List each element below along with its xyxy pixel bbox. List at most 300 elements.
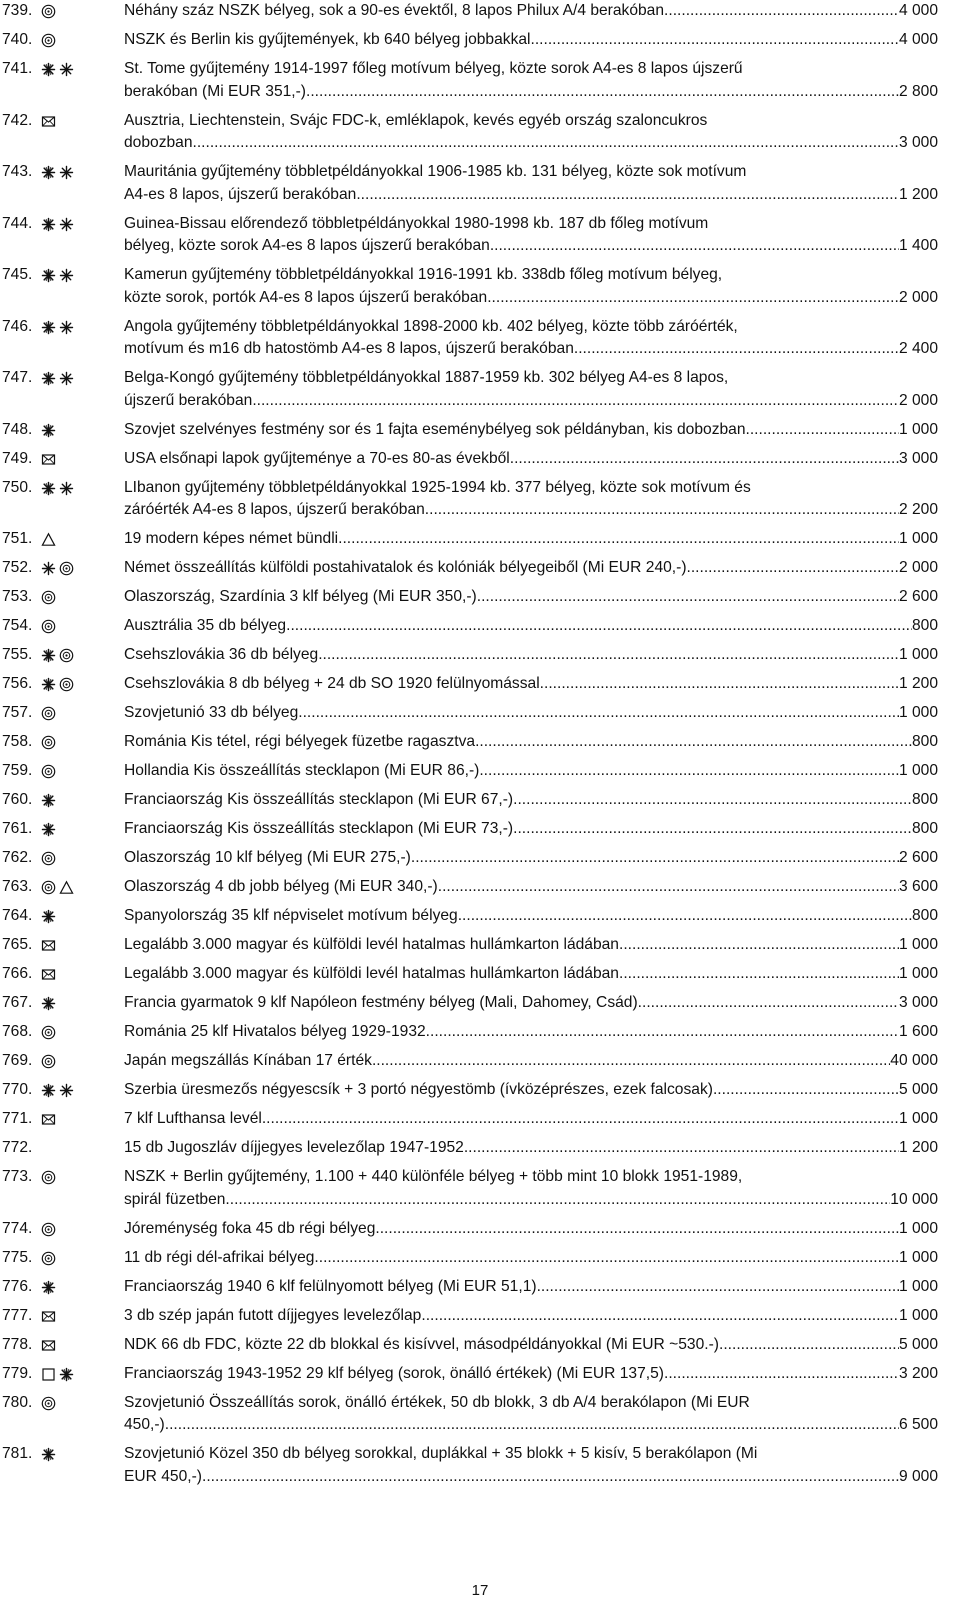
description-line [124,847,938,870]
lot-description [124,557,938,580]
description-line [124,58,938,81]
condition-icons [41,648,74,663]
starting-price: 5 000 [898,1335,938,1353]
canceled-stamp-icon [41,764,56,779]
description-line [124,1247,938,1270]
condition-icons [41,1280,56,1295]
description-text: Jóreménység foka 45 db régi bélyeg [124,1219,376,1237]
mint-nh-icon [41,822,56,837]
description-text: NDK 66 db FDC, közte 22 db blokkal és kisívvel, másodpéldányokkal (Mi EUR ~530.-) [124,1335,719,1353]
description-text: Ausztrália 35 db bélyeg [124,617,287,634]
description-line [124,644,938,667]
mint-nh-icon [41,648,56,663]
condition-icons [41,1054,56,1069]
description-line [124,963,938,986]
triangle-icon [41,532,56,547]
lot-description [124,760,938,783]
lot-number: 741. [2,60,33,77]
lot-number: 773. [2,1168,33,1185]
description-text: Német összeállítás külföldi postahivatalok és kolóniák bélyegeiből (Mi EUR 240,-) [124,559,687,576]
condition-icons [41,996,56,1011]
description-line [124,557,938,580]
square-icon [41,1367,56,1382]
lot-number: 749. [2,449,33,467]
mint-nh-icon [41,217,56,232]
description-line [124,731,938,754]
mint-nh-icon [59,1367,74,1382]
description-text: Románia Kis tétel, régi bélyegek füzetbe ragasztva [124,733,476,750]
description-line [124,0,938,23]
condition-icons [41,1222,56,1237]
condition-icons [41,1112,56,1127]
lot-description [124,818,938,841]
lot-number: 755. [2,646,33,663]
description-line [124,1021,938,1044]
condition-icons [41,62,74,77]
description-text: St. Tome gyűjtemény 1914-1997 főleg motívum bélyeg, közte sorok A4-es 8 lapos újszerű [124,60,743,77]
description-line [124,992,938,1015]
dot-leader [202,1466,899,1489]
description-line [124,1108,938,1131]
description-text: Legalább 3.000 magyar és külföldi levél hatalmas hullámkarton ládában [124,965,619,982]
starting-price: 3 000 [898,134,938,151]
dot-leader [356,184,899,207]
lot-number: 769. [2,1052,33,1069]
starting-price: 1 200 [898,185,938,203]
condition-icons [41,1396,56,1411]
description-line [124,367,938,390]
dot-leader [298,702,899,725]
description-text: Angola gyűjtemény többletpéldányokkal 1898-2000 kb. 402 bélyeg, közte több záróérték, [124,317,738,335]
description-line [124,338,938,361]
description-text: A4-es 8 lapos, újszerű berakóban [124,185,357,203]
starting-price: 1 000 [898,762,938,779]
starting-price: 1 000 [898,646,938,663]
description-line [124,477,938,500]
starting-price: 2 600 [898,588,938,605]
description-line [124,287,938,310]
dot-leader [537,1276,899,1299]
condition-icons [41,320,74,335]
description-line [124,818,938,841]
starting-price: 1 000 [898,1110,938,1127]
description-line [124,390,938,413]
dot-leader [540,673,899,696]
dot-leader [464,1137,899,1160]
canceled-stamp-icon [59,677,74,692]
starting-price: 2 800 [898,82,938,100]
lot-number: 763. [2,878,33,895]
description-text: Francia gyarmatok 9 klf Napóleon festmény bélyeg (Mali, Dahomey, Csád) [124,994,638,1011]
lot-number: 764. [2,907,33,924]
starting-price: 1 000 [898,530,938,547]
dot-leader [426,1021,899,1044]
description-line [124,789,938,812]
starting-price: 4 000 [898,2,938,19]
description-text: USA elsőnapi lapok gyűjteménye a 70-es 80-as évekből [124,449,510,467]
dot-leader [638,992,899,1015]
mint-nh-icon [41,996,56,1011]
description-line [124,132,938,155]
starting-price: 4 000 [898,31,938,48]
description-text: Kamerun gyűjtemény többletpéldányokkal 1916-1991 kb. 338db főleg motívum bélyeg, [124,266,723,283]
lot-description [124,586,938,609]
condition-icons [41,706,56,721]
lot-description [124,1305,938,1328]
dot-leader [746,419,899,442]
description-line [124,81,938,104]
lot-number: 745. [2,266,33,283]
description-line [124,1466,938,1489]
mint-hinged-icon [59,481,74,496]
mint-hinged-icon [59,268,74,283]
description-text: Csehszlovákia 36 db bélyeg [124,646,319,663]
dot-leader [193,132,899,155]
condition-icons [41,33,56,48]
lot-number: 742. [2,111,33,129]
description-line [124,448,938,471]
starting-price: 3 000 [898,449,938,467]
condition-icons [41,217,74,232]
lot-number: 740. [2,31,33,48]
mint-nh-icon [41,1447,56,1462]
mint-nh-icon [41,677,56,692]
lot-description [124,477,938,522]
lot-description [124,110,938,155]
condition-icons [41,735,56,750]
triangle-icon [59,880,74,895]
starting-price: 2 200 [898,501,938,518]
description-line [124,213,938,236]
lot-description [124,1443,938,1488]
dot-leader [510,448,899,471]
lot-description [124,992,938,1015]
condition-icons [41,1338,56,1353]
lot-number: 779. [2,1364,33,1382]
condition-icons [41,371,74,386]
starting-price: 1 000 [898,420,938,438]
condition-icons [41,1447,56,1462]
description-text: Hollandia Kis összeállítás stecklapon (Mi EUR 86,-) [124,762,480,779]
condition-icons [41,677,74,692]
description-line [124,235,938,258]
description-text: Franciaország 1940 6 klf felülnyomott bélyeg (Mi EUR 51,1) [124,1277,537,1295]
mint-nh-icon [41,165,56,180]
lot-number: 752. [2,559,33,576]
lot-description [124,644,938,667]
starting-price: 800 [911,733,938,750]
description-text: Szerbia üresmezős négyescsík + 3 portó négyestömb (ívközéprészes, ezek falcosak) [124,1081,713,1098]
envelope-icon [41,1112,56,1127]
lot-description [124,1108,938,1131]
lot-description [124,29,938,52]
lot-number: 750. [2,478,33,496]
condition-icons [41,822,56,837]
lot-number: 760. [2,791,33,808]
lot-number: 765. [2,936,33,953]
envelope-icon [41,452,56,467]
description-line [124,702,938,725]
lot-number: 747. [2,369,33,386]
dot-leader [513,789,912,812]
lot-description [124,1166,938,1211]
lot-description [124,905,938,928]
dot-leader [664,0,899,23]
description-line [124,586,938,609]
envelope-icon [41,1338,56,1353]
starting-price: 3 600 [898,878,938,895]
starting-price: 800 [911,791,938,808]
dot-leader [411,847,899,870]
description-line [124,528,938,551]
starting-price: 1 000 [898,936,938,953]
canceled-stamp-icon [59,561,74,576]
lot-description [124,615,938,638]
dot-leader [475,731,912,754]
mint-nh-icon [41,371,56,386]
lot-number: 756. [2,675,33,692]
description-line [124,1414,938,1437]
condition-icons [41,1025,56,1040]
starting-price: 3 200 [898,1364,938,1382]
page-number: 17 [471,1582,489,1599]
lot-number: 751. [2,530,33,547]
dot-leader [477,586,899,609]
dot-leader [438,876,899,899]
description-text: Csehszlovákia 8 db bélyeg + 24 db SO 1920 felülnyomással [124,675,540,692]
description-line [124,1305,938,1328]
starting-price: 1 400 [898,237,938,254]
description-text: újszerű berakóban [124,391,253,409]
lot-number: 761. [2,820,33,837]
description-line [124,1443,938,1466]
canceled-stamp-icon [41,33,56,48]
dot-leader [421,1305,899,1328]
dot-leader [531,29,899,52]
condition-icons [41,793,56,808]
dot-leader [372,1050,890,1073]
description-line [124,1050,938,1073]
lot-number: 772. [2,1139,33,1156]
lot-description [124,161,938,206]
description-line [124,876,938,899]
starting-price: 3 000 [898,994,938,1011]
canceled-stamp-icon [41,1396,56,1411]
dot-leader [262,1108,899,1131]
dot-leader [375,1218,899,1241]
lot-description [124,58,938,103]
lot-description [124,1137,938,1160]
dot-leader [664,1363,899,1386]
condition-icons [41,967,56,982]
dot-leader [487,287,899,310]
envelope-icon [41,114,56,129]
description-text: Franciaország Kis összeállítás stecklapon (Mi EUR 67,-) [124,791,514,808]
lot-description [124,1276,938,1299]
description-text: Szovjetunió 33 db bélyeg [124,704,299,721]
dot-leader [286,615,912,638]
lot-number: 770. [2,1081,33,1098]
description-text: Szovjetunió Összeállítás sorok, önálló értékek, 50 db blokk, 3 db A/4 berakólapon (Mi EUR [124,1393,750,1411]
description-line [124,1363,938,1386]
condition-icons [41,909,56,924]
description-line [124,615,938,638]
lot-description [124,1218,938,1241]
lot-description [124,419,938,442]
lot-number: 759. [2,762,33,779]
description-text: Guinea-Bissau előrendező többletpéldányokkal 1980-1998 kb. 187 db főleg motívum [124,214,709,232]
dot-leader [314,1247,899,1270]
description-text: 11 db régi dél-afrikai bélyeg [124,1248,315,1266]
lot-description [124,934,938,957]
description-line [124,264,938,287]
condition-icons [41,938,56,953]
lot-description [124,316,938,361]
dot-leader [458,905,912,928]
canceled-stamp-icon [41,1251,56,1266]
description-text: 19 modern képes német bündli [124,530,339,547]
condition-icons [41,851,56,866]
description-text: Japán megszállás Kínában 17 érték [124,1052,372,1069]
starting-price: 40 000 [890,1052,938,1069]
dot-leader [479,760,899,783]
lot-number: 746. [2,317,33,335]
starting-price: 6 500 [898,1416,938,1433]
canceled-stamp-icon [41,735,56,750]
lot-description [124,1021,938,1044]
description-text: Legalább 3.000 magyar és külföldi levél hatalmas hullámkarton ládában [124,936,619,953]
canceled-stamp-icon [41,4,56,19]
dot-leader [252,390,899,413]
lot-number: 744. [2,214,33,232]
mint-nh-icon [41,793,56,808]
dot-leader [425,499,899,522]
lot-number: 754. [2,617,33,634]
dot-leader [513,818,912,841]
canceled-stamp-icon [41,619,56,634]
starting-price: 1 000 [898,1248,938,1266]
dot-leader [713,1079,899,1102]
description-line [124,673,938,696]
description-line [124,1079,938,1102]
dot-leader [619,963,899,986]
description-text: Franciaország 1943-1952 29 klf bélyeg (sorok, önálló értékek) (Mi EUR 137,5) [124,1364,664,1382]
condition-icons [41,880,74,895]
lot-description [124,1334,938,1357]
lot-number: 777. [2,1306,33,1324]
description-line [124,905,938,928]
envelope-icon [41,967,56,982]
description-line [124,499,938,522]
lot-number: 739. [2,2,33,19]
envelope-icon [41,938,56,953]
lot-number: 774. [2,1219,33,1237]
mint-hinged-icon [59,165,74,180]
condition-icons [41,4,56,19]
description-line [124,419,938,442]
lot-number: 766. [2,965,33,982]
lot-description [124,702,938,725]
starting-price: 2 400 [898,340,938,357]
description-text: EUR 450,-) [124,1467,202,1485]
mint-hinged-icon [41,561,56,576]
condition-icons [41,561,74,576]
description-text: dobozban [124,134,193,151]
condition-icons [41,590,56,605]
starting-price: 1 000 [898,704,938,721]
lot-description [124,528,938,551]
description-text: Olaszország 4 db jobb bélyeg (Mi EUR 340,-) [124,878,438,895]
condition-icons [41,532,56,547]
lot-description [124,1050,938,1073]
condition-icons [41,452,56,467]
description-text: Spanyolország 35 klf népviselet motívum bélyeg [124,907,458,924]
dot-leader [687,557,899,580]
lot-description [124,1247,938,1270]
dot-leader [574,338,899,361]
mint-nh-icon [41,909,56,924]
description-text: NSZK és Berlin kis gyűjtemények, kb 640 bélyeg jobbakkal [124,31,531,48]
lot-description [124,367,938,412]
dot-leader [490,235,899,258]
lot-number: 753. [2,588,33,605]
description-text: Olaszország 10 klf bélyeg (Mi EUR 275,-) [124,849,411,866]
starting-price: 5 000 [898,1081,938,1098]
lot-description [124,213,938,258]
starting-price: 800 [911,617,938,634]
canceled-stamp-icon [41,1170,56,1185]
lot-description [124,1392,938,1437]
starting-price: 10 000 [890,1190,938,1208]
lot-number: 758. [2,733,33,750]
description-line [124,1189,938,1212]
canceled-stamp-icon [59,648,74,663]
description-text: Néhány száz NSZK bélyeg, sok a 90-es évektől, 8 lapos Philux A/4 berakóban [124,2,665,19]
description-text: 3 db szép japán futott díjjegyes levelezőlap [124,1306,422,1324]
lot-description [124,876,938,899]
lot-number: 776. [2,1277,33,1295]
lot-number: 748. [2,420,33,438]
canceled-stamp-icon [41,880,56,895]
starting-price: 2 000 [898,391,938,409]
starting-price: 2 000 [898,559,938,576]
mint-nh-icon [41,268,56,283]
description-text: berakóban (Mi EUR 351,-) [124,82,307,100]
lot-number: 762. [2,849,33,866]
lot-number: 743. [2,163,33,180]
starting-price: 1 600 [898,1023,938,1040]
dot-leader [619,934,899,957]
description-text: Olaszország, Szardínia 3 klf bélyeg (Mi EUR 350,-) [124,588,477,605]
canceled-stamp-icon [41,590,56,605]
condition-icons [41,423,56,438]
description-line [124,934,938,957]
description-line [124,316,938,339]
lot-description [124,847,938,870]
mint-hinged-icon [59,62,74,77]
canceled-stamp-icon [41,1054,56,1069]
condition-icons [41,114,56,129]
mint-nh-icon [41,423,56,438]
description-text: záróérték A4-es 8 lapos, újszerű berakóban [124,501,425,518]
canceled-stamp-icon [41,1222,56,1237]
description-line [124,29,938,52]
starting-price: 800 [911,820,938,837]
mint-nh-icon [41,1280,56,1295]
lot-number: 775. [2,1248,33,1266]
lot-description [124,1363,938,1386]
condition-icons [41,1367,74,1382]
